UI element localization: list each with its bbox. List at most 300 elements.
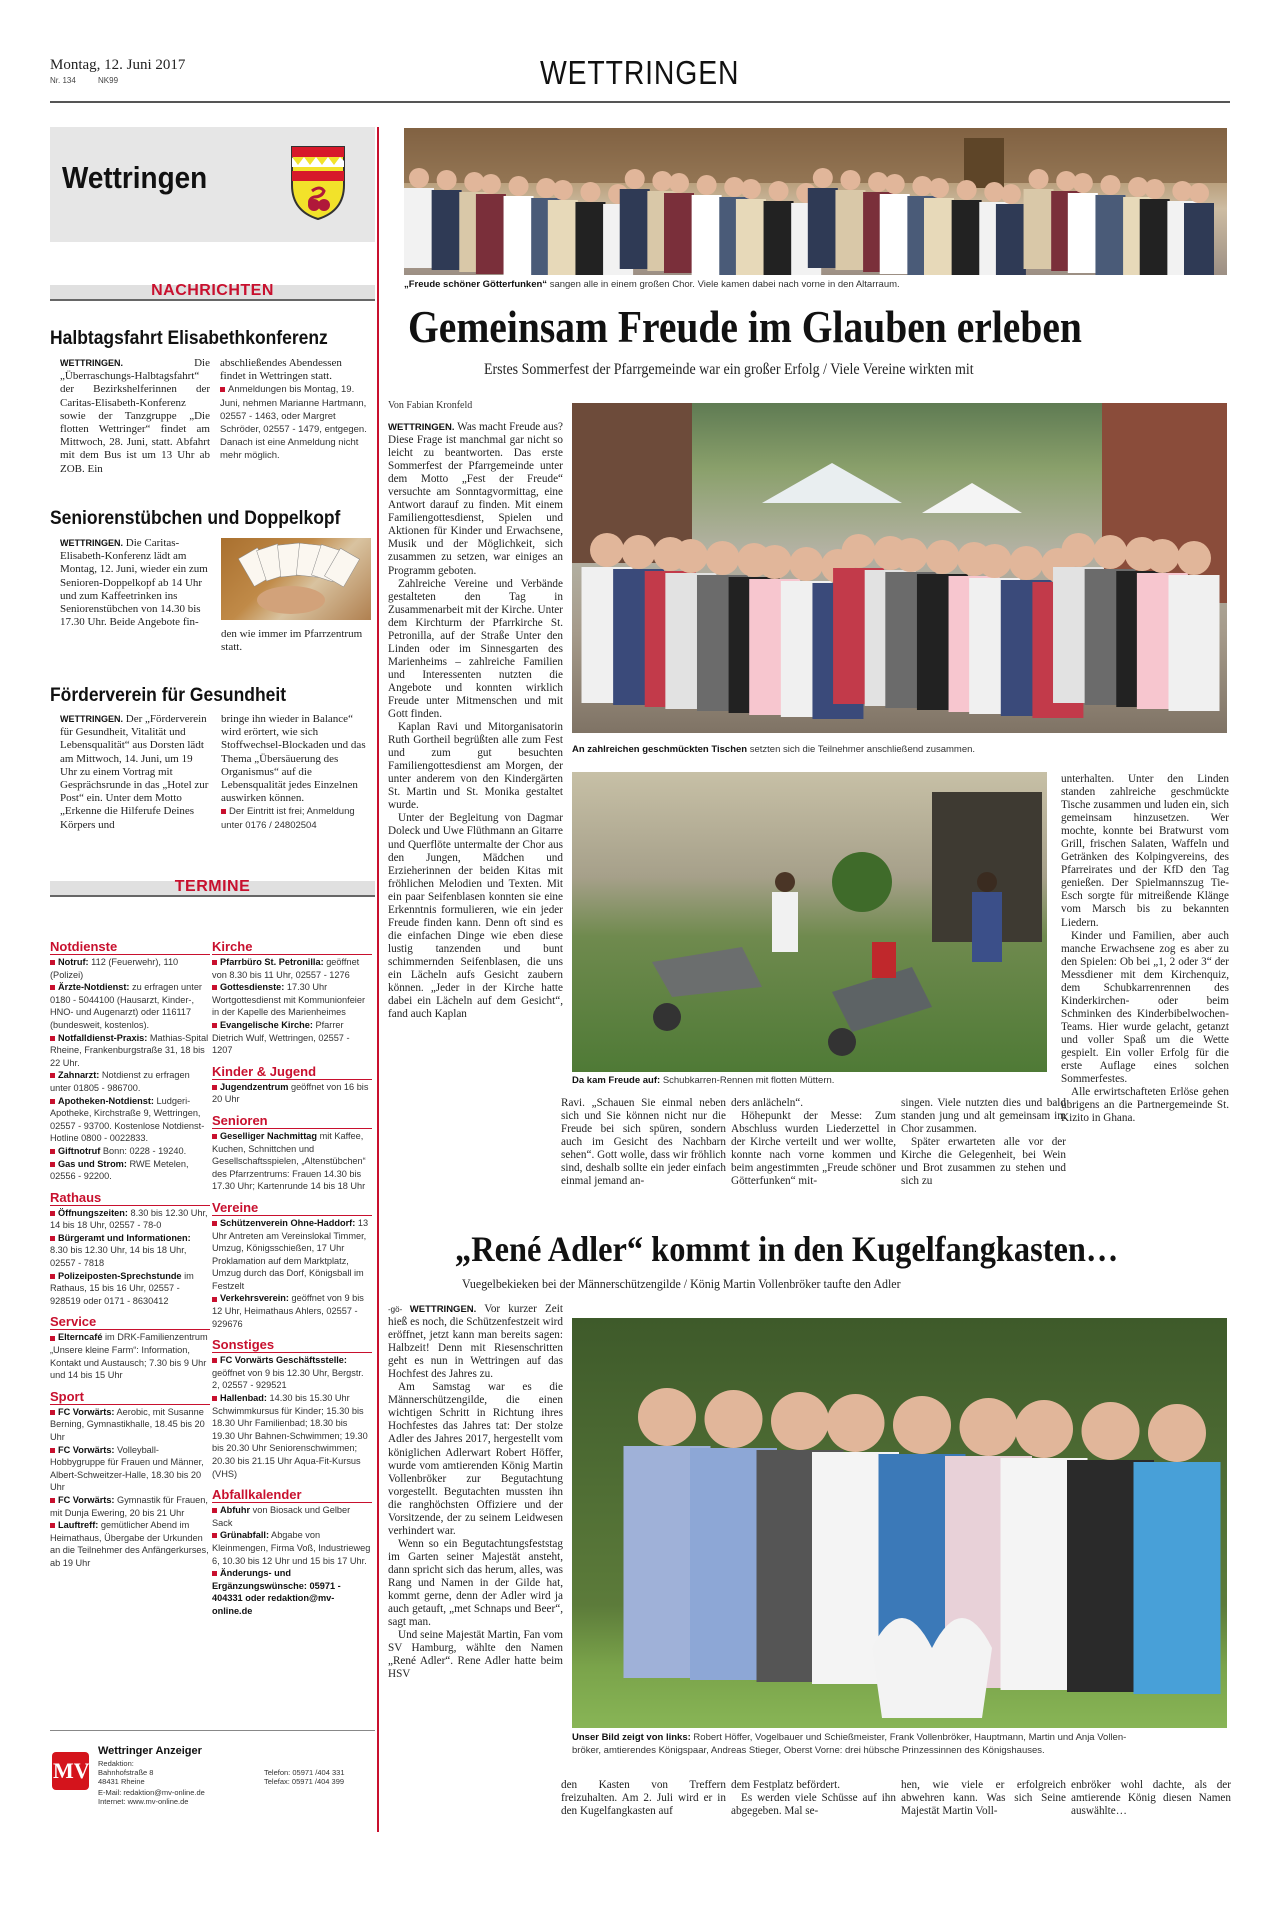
person-figure [1169, 575, 1220, 711]
termine-category: Notdienste [50, 940, 210, 955]
termine-entry-label: Pfarrbüro St. Petronilla: [220, 957, 324, 967]
termine-entry [50, 981, 210, 1031]
article-text: dem Festplatz befördert. [731, 1779, 841, 1791]
person-figure [1024, 189, 1054, 269]
termine-entry-label: Ärzte-Notdienst: [58, 982, 130, 993]
person-head [705, 1390, 763, 1448]
termine-entry-label: Öffnungszeiten: [58, 1207, 128, 1218]
person-figure [952, 200, 982, 275]
article-paragraph [1061, 1086, 1229, 1125]
bullet-icon [212, 1396, 217, 1401]
article-text: Alle erwirtschafteten Erlöse gehen übrigens an die Partnergemeinde St. Kizito in Ghana. [1061, 1086, 1229, 1125]
news-body-col1 [60, 537, 210, 629]
person-figure [404, 188, 434, 268]
article-text: Zahlreiche Vereine und Verbände gestalteten den Tag in Zusammenarbeit mit der Kirche. Unter dem Kirchturm der Pfarrkirche St. Petronilla, auf der Straße Unter den Linden oder im Sinnesgarten des Marienheims – zahlreiche Familien und Interessenten nutzten die Angebote und konnten wirklich Freude unter Mitmenschen und mit Gott finden. [388, 577, 563, 721]
person-head [553, 180, 573, 200]
article-text: unterhalten. Unter den Linden standen zahlreiche geschmückte Tische zusammen und luden ein, sich gemeinsam hinzusetzen. Wer mochte, konnte bei Bratwurst vom Grill, frischen Salaten, Waffeln und Getränken des Kolpingvereins, des Pfarreirates und der KfD den Tag genießen. Der Spielmannszug Tie-Esch sorgte für mitreißende Klänge vom Marsch bis zu bekannten Liedern. [1061, 773, 1229, 929]
bullet-icon [50, 1149, 55, 1154]
website-link[interactable]: Internet: www.mv-online.de [98, 1797, 189, 1806]
second-article-col2 [561, 1779, 726, 1818]
news-note: Der Eintritt ist frei; Anmeldung unter 0176 / 24802504 [221, 806, 355, 831]
person-head [697, 175, 717, 195]
person-head [771, 1392, 829, 1450]
termine-entry-label: FC Vorwärts Geschäftsstelle: [220, 1355, 347, 1366]
choir-photo-graphic [404, 128, 1227, 275]
news-body-col1 [60, 357, 210, 476]
termine-entry [212, 1292, 372, 1330]
article-paragraph [731, 1792, 896, 1818]
person-head [1029, 169, 1049, 189]
news-headline: Halbtagsfahrt Elisabethkonferenz [50, 328, 328, 349]
termine-entry-label: Zahnarzt: [58, 1070, 100, 1081]
article-paragraph [1071, 1779, 1231, 1818]
bullet-icon [212, 985, 217, 990]
person-head [437, 170, 457, 190]
termine-entry-text: 8.30 bis 12.30 Uhr, 14 bis 18 Uhr, 02557 - 78-0 [50, 1207, 208, 1231]
main-article-col4 [901, 1097, 1066, 1188]
mv-logo-text: MV [53, 1758, 90, 1783]
termine-entry-label: Elterncafé [58, 1332, 103, 1343]
termine-entry-label: Polizeiposten-Sprechstunde [58, 1270, 182, 1281]
bullet-icon [212, 1085, 217, 1090]
person-head [409, 168, 429, 188]
termine-entry [212, 1529, 372, 1567]
article-text: Ravi. „Schauen Sie einmal neben sich und Sie können nicht nur die Freude bei sich spüren, sondern auch im Gesicht des Nachbarn sehen“. Gott wolle, dass wir fröhlich sind, deshalb sollte ein jeder einfach einmal jemand an- [561, 1097, 726, 1188]
news-text: abschließendes Abendessen findet in Wettringen statt. [220, 357, 342, 383]
termine-entry [50, 1095, 210, 1145]
bullet-icon [212, 1297, 217, 1302]
person-head [1189, 183, 1209, 203]
article-paragraph [1061, 930, 1229, 1087]
article-paragraph [388, 1303, 563, 1381]
termine-entry [212, 956, 372, 981]
news-text: Der „Förderverein für Gesundheit, Vitalität und Lebensqualität“ aus Dorsten lädt am Mittwoch, 14. Juni, um 19 Uhr zu einem Vortrag mit Gesprächsrunde in das „Hotel zur Post“ ein. Unter dem Motto „Erkenne die Hilferufe Deines Körpers und [60, 713, 209, 831]
person-head [885, 174, 905, 194]
termine-entry-label: Hallenbad: [220, 1393, 267, 1404]
person-figure [924, 198, 954, 275]
article-paragraph [901, 1779, 1066, 1818]
bullet-icon [50, 1073, 55, 1078]
person-head [638, 1388, 696, 1446]
person-head [1093, 535, 1127, 569]
bullet-icon [50, 1336, 55, 1341]
termine-left-column [50, 940, 210, 1570]
person-figure [996, 204, 1026, 275]
article-paragraph [388, 1538, 563, 1629]
main-article-col2 [561, 1097, 726, 1188]
termine-entry-label: Gas und Strom: [58, 1158, 127, 1169]
paper-name: Wettringer Anzeiger [98, 1745, 202, 1757]
termine-entry-label: Notruf: [58, 957, 89, 967]
termine-right-column [212, 940, 372, 1618]
person-head [1001, 184, 1021, 204]
person-head [1062, 533, 1096, 567]
article-text: Vor kurzer Zeit hieß es noch, die Schützenfestzeit wird eröffnet, jetzt kann man bereits sagen: Halbzeit! Denn mit Riesenschritten geht es nun in Wettringen auf das Hochfest des Jahres zu. [388, 1303, 563, 1381]
termine-entry-text: von Biosack und Gelber Sack [212, 1505, 351, 1528]
article-paragraph [561, 1779, 726, 1818]
playing-cards-photo [221, 538, 371, 620]
redaktion-label: Redaktion: [98, 1759, 134, 1768]
bullet-icon [50, 1036, 55, 1041]
person-head [758, 545, 792, 579]
termine-entry-label: FC Vorwärts: [58, 1406, 115, 1417]
termine-entry-text: geöffnet von 8.30 bis 11 Uhr, 02557 - 1276 [212, 957, 360, 980]
section-title: WETTRINGEN [540, 54, 740, 91]
person-head [840, 170, 860, 190]
person-head [827, 1394, 885, 1452]
person-head [929, 178, 949, 198]
termine-entry [50, 1519, 210, 1569]
termine-entry [212, 1504, 372, 1529]
termine-entry [212, 1081, 372, 1106]
nachrichten-label: NACHRICHTEN [151, 282, 274, 299]
person-head [669, 173, 689, 193]
person-head [674, 539, 708, 573]
dateline: WETTRINGEN. [388, 422, 455, 433]
termine-category: Kinder & Jugend [212, 1065, 372, 1080]
second-article-col4 [901, 1779, 1066, 1818]
bullet-icon [50, 960, 55, 965]
person-head [893, 1396, 951, 1454]
local-title: Wettringen [62, 160, 208, 195]
termine-entry-text: Bonn: 0228 - 19240. [100, 1145, 187, 1156]
termine-entry [212, 1130, 372, 1193]
person-head [957, 180, 977, 200]
person-head [741, 179, 761, 199]
article-text: Später erwarteten alle vor der Kirche die Gelegenheit, bei Wein und Brot zusammen zu stehen und sich zu [901, 1136, 1066, 1188]
article-text: Kaplan Ravi und Mitorganisatorin Ruth Gortheil begrüßten alle zum Fest und zum gut besuchten Familiengottesdienst am Morgen, der unter anderem von den Kindergärten St. Martin und St. Monika gestaltet wurde. [388, 721, 563, 812]
termine-category: Sonstiges [212, 1338, 372, 1353]
article-paragraph [388, 1629, 563, 1681]
person-head [590, 533, 624, 567]
termine-entry-text: Abgabe von Kleinmengen, Firma Voß, Industrieweg 6, 10.30 bis 12 Uhr und 15 bis 17 Uhr. [212, 1530, 371, 1566]
termine-entry-text: 14.30 bis 15.30 Uhr Schwimmkursus für Kinder; 15.30 bis 18.30 Uhr Familienbad; 18.30 bis 19.30 Uhr Bahnen-Schwimmen; 19.30 bis 20.30 Uhr Seniorenschwimmen; 20.30 bis 21.15 Uhr Aqua-Fit-Kursus (VHS) [212, 1393, 368, 1479]
article-paragraph [731, 1097, 896, 1110]
termine-category: Sport [50, 1390, 210, 1405]
news-text: Die Caritas-Elisabeth-Konferenz lädt am Montag, 12. Juni, wieder ein zum Senioren-Doppelkopf ab 14 Uhr und zum Kaffeetrinken ins Seniorenstübchen von 14.30 bis 17.30 Uhr. Beide Angebote fin- [60, 537, 208, 629]
termine-entry [212, 1354, 372, 1392]
news-body-col2: den wie immer im Pfarrzentrum statt. [221, 628, 363, 654]
news-headline: Förderverein für Gesundheit [50, 685, 287, 706]
person-head [789, 547, 823, 581]
news-body-col2 [221, 713, 371, 832]
article-paragraph [731, 1110, 896, 1188]
termine-entry-label: Evangelische Kirche: [220, 1019, 313, 1030]
tables-photo [572, 403, 1227, 733]
person-head [1073, 173, 1093, 193]
termine-entry-text: im DRK-Familienzentrum „Unsere kleine Farm“: Information, Kontakt und Austausch; 7.30 bis 9 Uhr und 14 bis 15 Uhr [50, 1332, 208, 1381]
news-body-col1 [60, 713, 210, 832]
bullet-icon [50, 1523, 55, 1528]
bullet-icon [50, 1410, 55, 1415]
article-text: Und seine Majestät Martin, Fan vom SV Hamburg, wählte den Namen „René Adler“. Rene Adler hatte beim HSV [388, 1629, 563, 1681]
person-head [1015, 1400, 1073, 1458]
issue-date: Montag, 12. Juni 2017 [50, 57, 186, 73]
main-article-col1 [388, 421, 563, 1021]
dateline: WETTRINGEN. [60, 358, 123, 368]
article-text: den Kasten von Treffern freizuhalten. Am 2. Juli wird er in den Kugelfangkasten auf [561, 1779, 726, 1818]
person-head [481, 174, 501, 194]
termine-entry-text: mit Kaffee, Kuchen, Schnittchen und Gesellschaftsspielen, „Altenstübchen“ des Pfarrzentrums: Frauen 14.30 bis 17.30 Uhr; Kartenrunde 14 bis 18 Uhr [212, 1130, 366, 1192]
coat-of-arms-icon [290, 145, 346, 221]
article-text: hen, wie viele er erfolgreich abwehren kann. Was sich Seine Majestät Martin Voll- [901, 1779, 1066, 1818]
second-article-col5 [1071, 1779, 1231, 1818]
person-figure [476, 194, 506, 274]
author-byline: Von Fabian Kronfeld [388, 400, 473, 411]
person-figure [504, 196, 534, 275]
bullet-icon [220, 387, 225, 392]
person-figure [432, 190, 462, 270]
termine-entry-label: Apotheken-Notdienst: [58, 1095, 154, 1106]
article-paragraph [388, 421, 563, 578]
bullet-icon [50, 1162, 55, 1167]
article-paragraph [901, 1097, 1066, 1136]
termine-entry [50, 1145, 210, 1158]
person-head [1100, 175, 1120, 195]
termine-entry-label: Gottesdienste: [220, 982, 285, 993]
person-head [705, 541, 739, 575]
termine-entry-label: Abfuhr [220, 1505, 251, 1516]
termine-entry-label: Geselliger Nachmittag [220, 1130, 318, 1141]
person-figure [664, 193, 694, 273]
person-figure [736, 199, 766, 275]
article-text: enbröker wohl dachte, als der amtierende König diesen Namen auswählte… [1071, 1779, 1231, 1818]
bullet-icon [212, 960, 217, 965]
person-head [813, 168, 833, 188]
choir-photo [404, 128, 1227, 275]
bullet-icon [212, 1533, 217, 1538]
termine-entry-text: RWE Metelen, 02556 - 92200. [50, 1158, 189, 1182]
news-body-col2 [220, 357, 370, 463]
person-figure [1068, 193, 1098, 273]
news-text: Die „Überraschungs-Halbtagsfahrt“ der Bezirkshelferinnen der Caritas-Elisabeth-Konferenz sowie der Tanzgruppe „Die flotten Wettringer“ findet am Mittwoch, 28. Juni, statt. Abfahrt mit dem Bus ist um 13 Uhr ab ZOB. Ein [60, 357, 210, 475]
termine-entry-text: Pfarrer Dietrich Wulf, Wettringen, 02557 - 1207 [212, 1019, 350, 1056]
wheelbarrow-photo-graphic [572, 772, 1047, 1072]
termine-entry-text: Gymnastik für Frauen, mit Dunja Ewering, 20 bis 21 Uhr [50, 1494, 208, 1518]
termine-entry [50, 1207, 210, 1232]
group-photo-caption: Unser Bild zeigt von links: Robert Höffer, Vogelbauer und Schießmeister, Frank Vollenbröker, Hauptmann, Martin und Anja Vollen- [572, 1732, 1127, 1743]
person-head [622, 535, 656, 569]
person-head [769, 181, 789, 201]
bullet-icon [221, 809, 226, 814]
person-head [1082, 1402, 1140, 1460]
choir-photo-caption: „Freude schöner Götterfunken“ sangen alle in einem großen Chor. Viele kamen dabei nach vorne in den Altarraum. [404, 279, 900, 290]
group-photo-caption-line2: bröker, amtierendes Königspaar, Andreas Stieger, Oberst Vorne: drei hübsche Prinzessinnen des Königshauses. [572, 1745, 1045, 1756]
article-text: Am Samstag war es die Männerschützengilde, die einen wichtigen Schritt in Richtung ihres Hochfestes das Jahres tat: Der stolze Adler des Jahres 2017, hergestellt vom königlichen Adlerwart Robert Höffer, wurde vom amtierenden König Martin Vollenbröker zur Begutachtung vorgestellt. Begutachten mussten ihn die ranghöchsten Offiziere und der Vorsitzende, der zu seinem Leidwesen verhindert war. [388, 1381, 563, 1537]
article-text: Unter der Begleitung von Dagmar Doleck und Uwe Flüthmann an Gitarre und Querflöte untermalte der Chor aus den Jungen, Mädchen und Erzieherinnen der beiden Kitas mit fröhlichen Melodien und Texten. Mit ein paar Seifenblasen konnten sie eine Erkenntnis formulieren, wie ein jeder Freude finden kann. Denn oft sind es die einfachen Dinge wie eben diese lustig tanzenden und bunt schimmernden Seifenblasen, die uns ein Lächeln aufs Gesicht zaubern können. „Jeder in der Kirche hatte dabei ein Lächeln auf dem Gesicht“, fand auch Kaplan [388, 812, 563, 1021]
main-article-col5 [1061, 773, 1229, 1125]
person-figure [835, 190, 865, 270]
bullet-icon [50, 1498, 55, 1503]
bullet-icon [212, 1221, 217, 1226]
bullet-icon [50, 1236, 55, 1241]
bullet-icon [212, 1358, 217, 1363]
termine-entry-text: 05971 - 404331 oder redaktion@mv-online.de [212, 1580, 341, 1616]
termine-entry [212, 981, 372, 1019]
termine-category: Senioren [212, 1114, 372, 1129]
article-text: ders anlächeln“. [731, 1097, 804, 1109]
nachrichten-band [50, 282, 375, 301]
address-city: 48431 Rheine [98, 1777, 145, 1786]
termine-entry-label: Grünabfall: [220, 1530, 270, 1541]
termine-entry [50, 1032, 210, 1070]
dateline: WETTRINGEN. [409, 1304, 477, 1315]
termine-entry-text: Aerobic, mit Susanne Berning, Gymnastikhalle, 18.45 bis 20 Uhr [50, 1406, 205, 1442]
termine-entry-text: Ludgeri-Apotheke, Kirchstraße 9, Wettringen, 02557 - 93700. Kostenlose Notdienst-Hotline 0800 - 0022833. [50, 1095, 205, 1144]
second-article-col3 [731, 1779, 896, 1818]
article-paragraph [388, 578, 563, 722]
second-article-col1 [388, 1303, 563, 1681]
dateline: WETTRINGEN. [60, 714, 123, 724]
termine-entry [212, 1392, 372, 1480]
person-figure [808, 188, 838, 268]
termine-entry-text: im Rathaus, 15 bis 16 Uhr, 02557 - 928519 oder 0171 - 8630412 [50, 1270, 194, 1306]
wheelbarrow-photo-caption: Da kam Freude auf: Schubkarren-Rennen mit flotten Müttern. [572, 1075, 835, 1086]
left-column-divider [377, 127, 379, 1832]
termine-category: Service [50, 1315, 210, 1330]
playing-cards-icon [221, 538, 371, 620]
termine-entry-text: zu erfragen unter 0180 - 5044100 (Hausarzt, Kinder-, HNO- und Augenarzt) oder 116117 (bundesweit, kostenlos). [50, 982, 202, 1030]
bullet-icon [50, 1099, 55, 1104]
termine-category: Rathaus [50, 1191, 210, 1206]
termine-entry [50, 1444, 210, 1494]
termine-entry-text: 112 (Feuerwehr), 110 (Polizei) [50, 957, 179, 980]
termine-entry [50, 1331, 210, 1381]
termine-entry-label: Notfalldienst-Praxis: [58, 1032, 148, 1043]
termine-entry-text: 13 Uhr Antreten am Vereinslokal Timmer, Umzug, Königsschießen, 17 Uhr Proklamation auf dem Marktplatz, Umzug durch das Dorf, Königsball im Festzelt [212, 1217, 369, 1291]
person-head [1145, 539, 1179, 573]
termine-band [50, 878, 375, 897]
article-text: Kinder und Familien, aber auch manche Erwachsene zog es aber zu den Spielen: Ob bei „1, 2 oder 3“ der Messdiener mit dem Kirchenquiz, dem Schubkarrenrennen des Kinderkirchen- oder beim Schminken des Kinderbibelwochen-Teams. Hier wurde gelacht, getanzt und voller Spaß um die Wette gespielt. Ein voller Erfolg für die erste Auflage eines solchen Sommerfestes. [1061, 929, 1229, 1086]
edition-code: NK99 [98, 76, 119, 85]
termine-entry-text: Notdienst zu erfragen unter 01805 - 986700. [50, 1070, 190, 1093]
person-head [842, 534, 876, 568]
bullet-icon [50, 985, 55, 990]
person-head [625, 169, 645, 189]
second-subheadline: Vuegelbekieken bei der Männerschützengilde / König Martin Vollenbröker taufte den Adler [462, 1276, 901, 1291]
article-paragraph [901, 1136, 1066, 1188]
bullet-icon [50, 1448, 55, 1453]
termine-entry [50, 956, 210, 981]
termine-entry-text: geöffnet von 16 bis 20 Uhr [212, 1081, 369, 1105]
bullet-icon [212, 1023, 217, 1028]
main-article-col3 [731, 1097, 896, 1188]
person-head [1177, 541, 1211, 575]
header-divider [50, 101, 1230, 103]
termine-entry-text: 8.30 bis 12.30 Uhr, 14 bis 18 Uhr, 02557 - 7818 [50, 1245, 187, 1269]
termine-entry-text: Mathias-Spital Rheine, Frankenburgstraße 31, 18 bis 22 Uhr. [50, 1032, 209, 1068]
person-head [960, 1398, 1018, 1456]
person-figure [692, 195, 722, 275]
termine-entry [212, 1019, 372, 1057]
article-paragraph [388, 812, 563, 1021]
termine-entry [50, 1158, 210, 1183]
person-figure [575, 202, 605, 275]
termine-label: TERMINE [174, 878, 251, 895]
termine-category: Vereine [212, 1201, 372, 1216]
bullet-icon [50, 1274, 55, 1279]
fax-number: Telefax: 05971 /404 399 [264, 1777, 345, 1786]
termine-entry-label: Bürgeramt und Informationen: [58, 1232, 191, 1243]
news-headline: Seniorenstübchen und Doppelkopf [50, 508, 341, 529]
termine-entry-text: 17.30 Uhr Wortgottesdienst mit Kommunionfeier in der Kapelle des Marienheimes [212, 982, 366, 1018]
person-figure [764, 201, 794, 275]
person-figure [548, 200, 578, 275]
bullet-icon [212, 1571, 217, 1576]
main-headline: Gemeinsam Freude im Glauben erleben [408, 301, 1082, 352]
termine-category: Abfallkalender [212, 1488, 372, 1503]
phone-number: Telefon: 05971 /404 331 [264, 1768, 345, 1777]
article-text: Wenn so ein Begutachtungsfeststag im Garten seiner Majestät ansteht, dann spricht sich das herum, alles, was Rang und Namen in der Gilde hat, kommt gerne, denn der Adler wird ja auch getauft, „met Schnaps und Beer“, sagt man. [388, 1537, 563, 1629]
address-street: Bahnhofstraße 8 [98, 1768, 154, 1777]
second-headline: „René Adler“ kommt in den Kugelfangkasten… [455, 1229, 1119, 1269]
article-paragraph [561, 1097, 726, 1188]
termine-entry-text: geöffnet von 9 bis 12 Uhr, Heimathaus Ahlers, 02557 - 929676 [212, 1293, 364, 1329]
termine-entry-text: geöffnet von 9 bis 12.30 Uhr, Bergstr. 2, 02557 - 929521 [212, 1367, 364, 1391]
person-head [509, 176, 529, 196]
article-paragraph [1061, 773, 1229, 930]
issue-number: Nr. 134 [50, 76, 76, 85]
bullet-icon [212, 1508, 217, 1513]
termine-entry [50, 1494, 210, 1519]
main-subheadline: Erstes Sommerfest der Pfarrgemeinde war ein großer Erfolg / Viele Vereine wirkten mit [484, 361, 974, 378]
person-figure [1134, 1462, 1221, 1694]
person-head [925, 540, 959, 574]
article-text: Es werden viele Schüsse auf ihn abgegeben. Mal se- [731, 1792, 896, 1818]
person-figure [1095, 195, 1125, 275]
article-paragraph [388, 1381, 563, 1538]
person-head [1145, 179, 1165, 199]
termine-entry [212, 1567, 372, 1617]
tables-photo-graphic [572, 403, 1227, 733]
person-figure [1140, 199, 1170, 275]
footer-divider [50, 1730, 375, 1731]
article-paragraph [731, 1779, 896, 1792]
email-link[interactable]: E-Mail: redaktion@mv-online.de [98, 1788, 205, 1797]
news-text: bringe ihn wieder in Balance“ wird erörtert, wie sich Stoffwechsel-Blockaden und das Thema „Übersäuerung des Organismus“ auf die Lebensqualität jedes Einzelnen auswirken können. [221, 713, 366, 805]
termine-entry-label: Lauftreff: [58, 1520, 99, 1531]
termine-entry-label: FC Vorwärts: [58, 1444, 115, 1455]
wheelbarrow-photo [572, 772, 1047, 1072]
person-figure [620, 189, 650, 269]
termine-entry-label: Schützenverein Ohne-Haddorf: [220, 1217, 356, 1228]
termine-entry-label: Verkehrsverein: [220, 1293, 289, 1304]
article-text: singen. Viele nutzten dies und bald standen jung und alt gemeinsam im Chor zusammen. [901, 1097, 1066, 1136]
person-figure [880, 194, 910, 274]
termine-entry-label: Giftnotruf [58, 1145, 101, 1156]
person-head [1009, 546, 1043, 580]
termine-entry [212, 1217, 372, 1293]
bullet-icon [50, 1211, 55, 1216]
person-head [580, 182, 600, 202]
termine-entry-text: gemütlicher Abend im Heimathaus, Übergabe der Urkunden an die Teilnehmer des Anfängerkurses, ab 19 Uhr [50, 1520, 209, 1568]
termine-entry-label: Änderungs- und Ergänzungswünsche: [212, 1568, 307, 1591]
termine-entry [50, 1270, 210, 1308]
person-head [978, 544, 1012, 578]
news-note: Anmeldungen bis Montag, 19. Juni, nehmen Marianne Hartmann, 02557 - 1463, oder Margret Schröder, 02557 - 1479, entgegen. Danach ist eine Anmeldung nicht mehr möglich. [220, 384, 367, 462]
person-head [894, 538, 928, 572]
termine-entry-label: Jugendzentrum [220, 1081, 289, 1092]
termine-entry [50, 1406, 210, 1444]
person-head [1148, 1404, 1206, 1462]
termine-entry-label: FC Vorwärts: [58, 1494, 115, 1505]
termine-entry-text: Volleyball-Hobbygruppe für Frauen und Männer, Albert-Schweitzer-Halle, 18.30 bis 20 Uhr [50, 1444, 204, 1493]
termine-category: Kirche [212, 940, 372, 955]
article-paragraph [388, 721, 563, 812]
group-photo-graphic [572, 1318, 1227, 1728]
termine-entry [50, 1232, 210, 1270]
group-photo [572, 1318, 1227, 1728]
